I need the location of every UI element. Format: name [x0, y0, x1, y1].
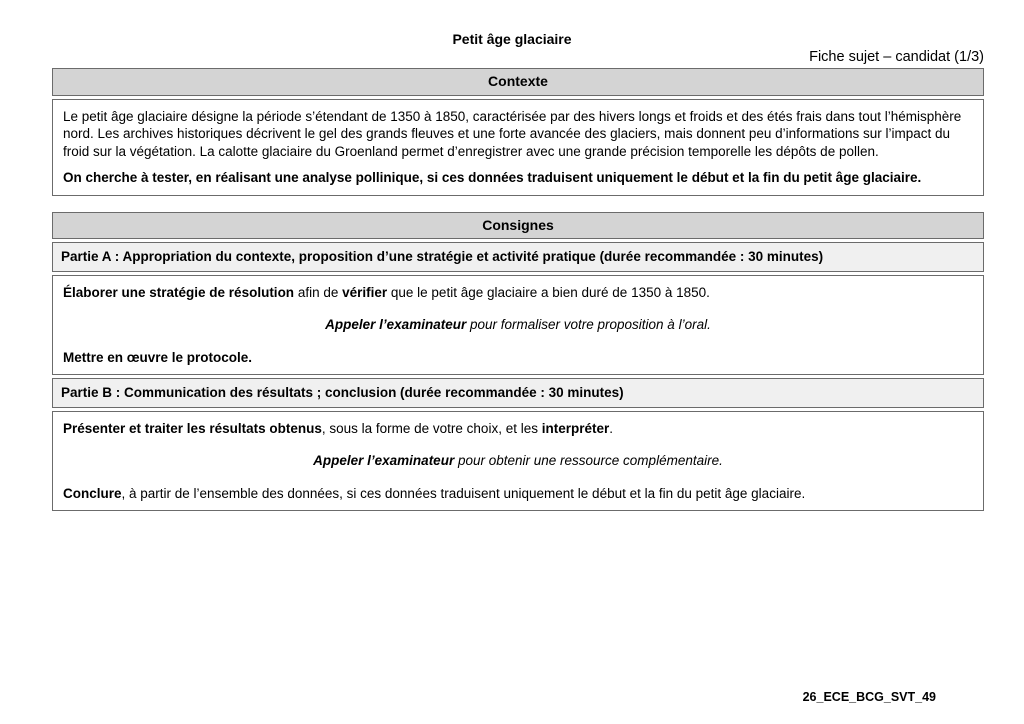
conclude-rest-run: , à partir de l’ensemble des données, si ces données traduisent uniquement le début et la fin du petit âge glaciaire. — [121, 485, 806, 501]
call-examiner-bold-run-b: Appeler l’examinateur — [313, 453, 455, 468]
partie-b-body — [52, 411, 984, 512]
strategy-bold-run: Élaborer une stratégie de résolution — [63, 284, 295, 300]
verify-bold-run: vérifier — [342, 284, 388, 300]
partie-b-present-line — [63, 420, 973, 438]
partie-a-call-examiner-line — [63, 316, 973, 334]
contexte-body — [52, 99, 984, 196]
partie-a-strategy-line — [63, 284, 973, 302]
present-mid-run: , sous la forme de votre choix, et les — [321, 420, 542, 436]
sheet-label: Fiche sujet – candidat (1/3) — [809, 49, 984, 65]
call-examiner-rest-run: pour formaliser votre proposition à l’oral. — [466, 317, 711, 332]
contexte-objective: On cherche à tester, en réalisant une analyse pollinique, si ces données traduisent uniquement le début et la fin du petit âge glaciaire. — [63, 170, 922, 185]
contexte-section — [52, 68, 984, 196]
partie-b-call-examiner-line — [63, 452, 973, 470]
partie-b-title: Partie B : Communication des résultats ; conclusion (durée recommandée : 30 minutes) — [52, 378, 984, 408]
partie-a-title: Partie A : Appropriation du contexte, proposition d’une stratégie et activité pratique (durée recommandée : 30 minutes) — [52, 242, 984, 272]
page-title: Petit âge glaciaire — [452, 31, 572, 47]
document-reference-code: 26_ECE_BCG_SVT_49 — [802, 690, 936, 704]
present-bold-run: Présenter et traiter les résultats obtenus — [63, 420, 322, 436]
partie-b-conclude-line — [63, 485, 973, 503]
consignes-header: Consignes — [52, 212, 984, 240]
conclude-bold-run: Conclure — [63, 485, 122, 501]
contexte-paragraph: Le petit âge glaciaire désigne la période s’étendant de 1350 à 1850, caractérisée par des hivers longs et froids et des étés frais dans tout l’hémisphère nord. Les archives historiques décrivent le gel des grands fleuves et une forte avancée des glaciers, mais donnent peu d’informations sur l’impact du froid sur la végétation. La calotte glaciaire du Groenland permet d’enregistrer avec une grande précision temporelle les dépôts de pollen. — [63, 108, 962, 159]
consignes-section — [52, 212, 984, 512]
strategy-mid-run: afin de — [294, 284, 343, 300]
contexte-header: Contexte — [52, 68, 984, 96]
partie-a-body — [52, 275, 984, 376]
call-examiner-rest-run-b: pour obtenir une ressource complémentaire. — [454, 453, 723, 468]
present-end-run: . — [609, 420, 614, 436]
interpret-bold-run: interpréter — [541, 420, 610, 436]
strategy-end-run: que le petit âge glaciaire a bien duré de 1350 à 1850. — [387, 284, 710, 300]
call-examiner-bold-run: Appeler l’examinateur — [325, 317, 467, 332]
partie-a-protocol-line: Mettre en œuvre le protocole. — [63, 349, 253, 365]
